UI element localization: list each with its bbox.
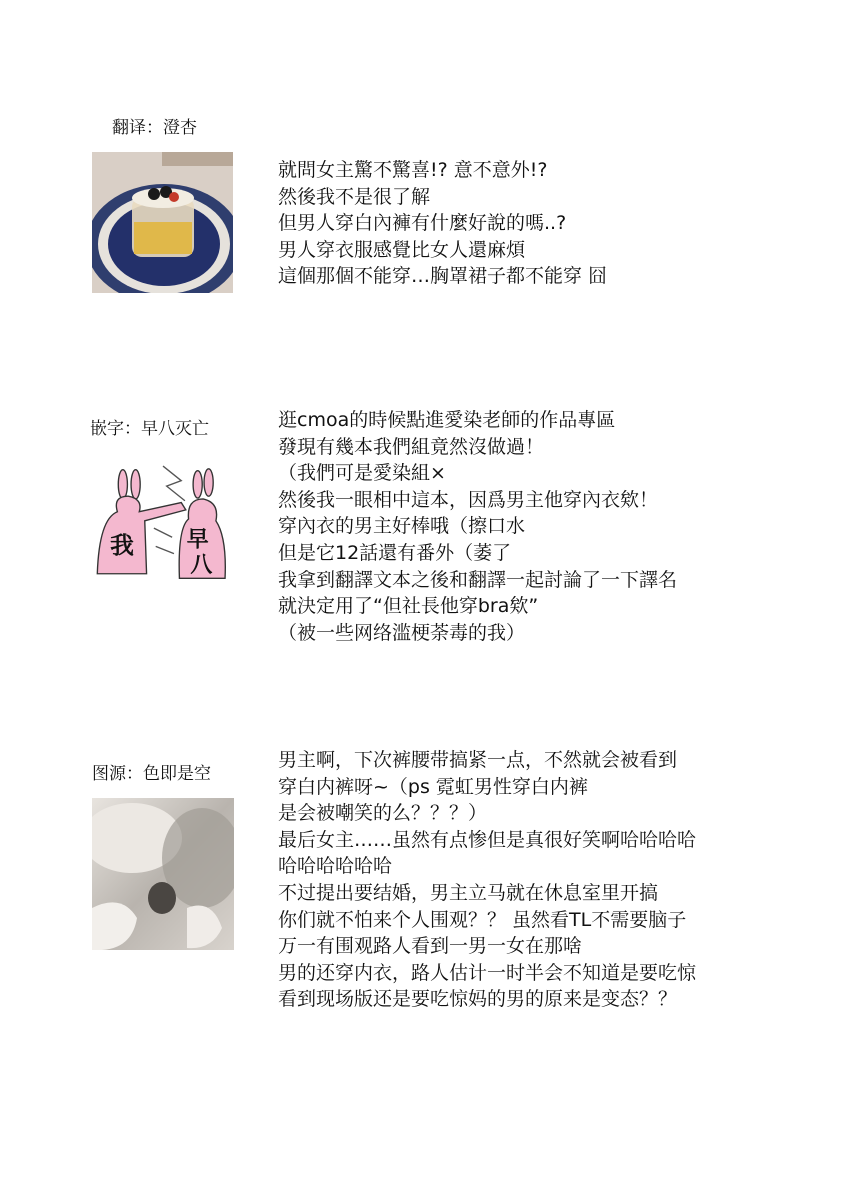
- note-line: 最后女主……虽然有点惨但是真很好笑啊哈哈哈哈: [278, 828, 697, 851]
- note-line: 但男人穿白內褲有什麼好說的嗎..?: [278, 212, 567, 235]
- note-line: 然後我一眼相中這本，因爲男主他穿內衣欸！: [278, 488, 659, 511]
- note-line: 但是它12話還有番外（萎了: [278, 541, 512, 564]
- note-line: 穿內衣的男主好棒哦（擦口水: [278, 515, 526, 538]
- rabbit-punch-sticker: [90, 452, 236, 586]
- note-line: 是会被嘲笑的么？？？）: [278, 802, 488, 825]
- note-line: 男人穿衣服感覺比女人還麻煩: [278, 238, 526, 261]
- dessert-jar-photo: [92, 152, 233, 293]
- typesetter-note: [278, 407, 677, 646]
- note-line: 男主啊，下次裤腰带搞紧一点，不然就会被看到: [278, 749, 678, 771]
- note-line: 就問女主驚不驚喜!? 意不意外!?: [278, 159, 548, 181]
- note-line: 你们就不怕来个人围观？？ 虽然看TL不需要脑子: [278, 908, 687, 931]
- note-line: 看到现场版还是要吃惊妈的男的原来是变态？？: [278, 988, 678, 1011]
- sticker-label-zao: 早: [186, 527, 209, 553]
- cat-paws-photo: [92, 798, 234, 950]
- note-line: 不过提出要结婚，男主立马就在休息室里开搞: [278, 881, 659, 904]
- note-line: 然後我不是很了解: [278, 185, 431, 208]
- translator-credit: 翻译：澄杏: [112, 118, 197, 138]
- note-line: （被一些网络滥梗荼毒的我）: [278, 621, 526, 644]
- sticker-label-me: 我: [110, 531, 134, 560]
- translator-note: [278, 157, 607, 290]
- note-line: 就決定用了“但社長他穿bra欸”: [278, 595, 539, 618]
- note-line: 這個那個不能穿…胸罩裙子都不能穿 囧: [278, 265, 608, 288]
- note-line: （我們可是愛染組×: [278, 462, 446, 485]
- source-note: [278, 747, 696, 1013]
- typesetter-credit: 嵌字：早八灭亡: [90, 419, 209, 439]
- note-line: 哈哈哈哈哈哈: [278, 855, 393, 878]
- note-line: 男的还穿内衣，路人估计一时半会不知道是要吃惊: [278, 961, 697, 984]
- note-line: 穿白内裤呀~（ps 霓虹男性穿白内裤: [278, 775, 588, 798]
- note-line: 發現有幾本我們組竟然沒做過！: [278, 435, 545, 458]
- sticker-label-ba: 八: [190, 552, 213, 578]
- source-credit: 图源：色即是空: [92, 764, 211, 784]
- note-line: 万一有围观路人看到一男一女在那啥: [278, 935, 583, 958]
- note-line: 我拿到翻譯文本之後和翻譯一起討論了一下譯名: [278, 568, 678, 591]
- note-line: 逛cmoa的時候點進愛染老師的作品專區: [278, 409, 616, 431]
